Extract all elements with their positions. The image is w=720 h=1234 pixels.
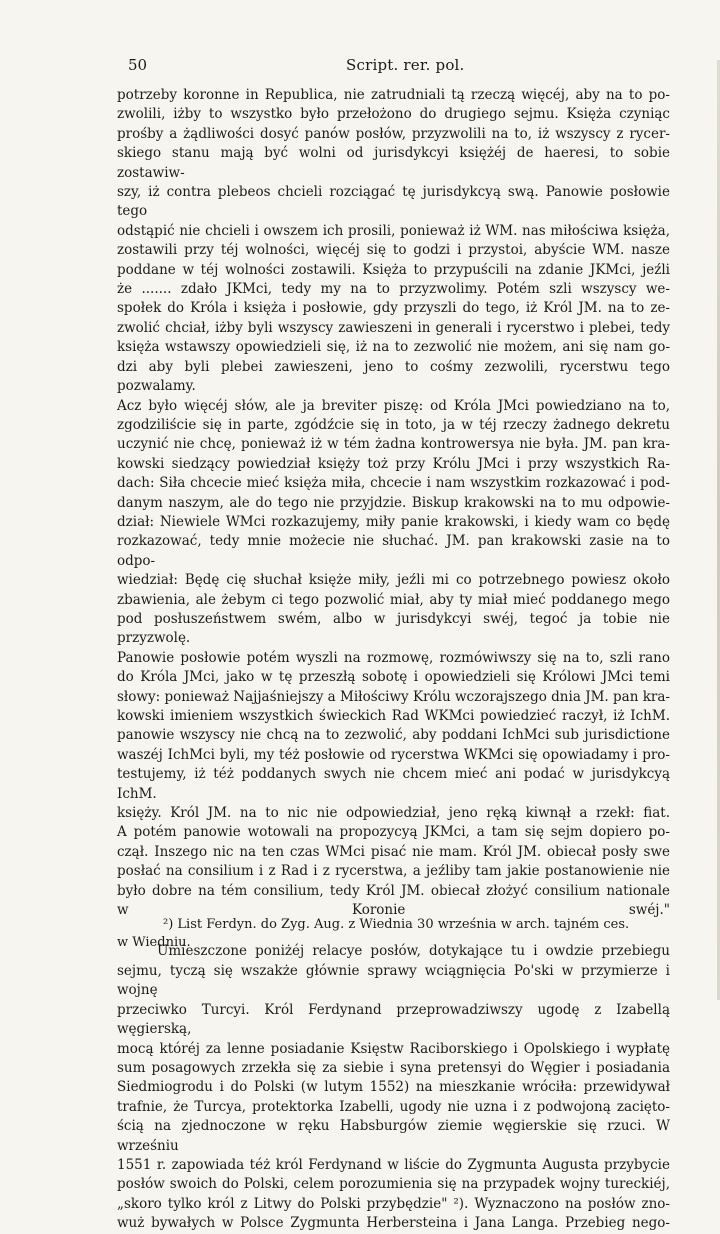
footnote: [117, 916, 670, 952]
running-head: Script. rer. pol.: [346, 56, 465, 74]
text-line: dział: Niewiele WMci rozkazujemy, miły panie krakowski, i kiedy wam co będę: [117, 513, 670, 530]
text-line: panowie wszyscy nie chcą na to zezwolić, aby poddani IchMci sub jurisdictione: [117, 727, 670, 744]
text-line: zgodziliście się in parte, zgódźcie się in toto, ja w téj rzeczy żadnego dekretu: [117, 416, 670, 433]
text-line: zbawienia, ale żebym ci tego pozwolić miał, aby ty miał mieć poddanego mego: [117, 591, 670, 608]
text-line: że ....... zdało JKMci, tedy my na to przyzwolimy. Potém szli wszyscy we-: [117, 281, 670, 298]
paragraph-quote: [117, 86, 670, 920]
text-line: sejmu, tyczą się wszakże głównie sprawy wciągnięcia Po'ski w przymierze i wojnę: [117, 962, 670, 999]
text-line: zwolili, iżby to wszystko było przełożono do drugiego sejmu. Księża czyniąc: [117, 106, 670, 123]
text-line: A potém panowie wotowali na propozycyą JKMci, a tam się sejm dopiero po-: [117, 824, 670, 841]
text-line: trafnie, że Turcya, protektorka Izabelli, ugody nie uzna i z podwojoną zacięto-: [117, 1098, 670, 1115]
text-line: prośby a żądliwości dosyć panów posłów, przyzwolili na to, iż wszyscy z rycer-: [117, 125, 670, 142]
text-line: testujemy, iż téż poddanych swych nie chcem mieć ani podać w jurisdykcyą IchM.: [117, 766, 670, 802]
text-line: dzi aby byli plebei zawieszeni, jeno to cośmy zezwolili, rycerstwu tego pozwalamy.: [117, 358, 670, 395]
text-line: księża wstawszy opowiedzieli się, iż na to zezwolić nie możem, ani się nam go-: [117, 339, 670, 356]
text-line: potrzeby koronne in Republica, nie zatrudniali tą rzeczą więcéj, aby na to po-: [117, 87, 670, 103]
text-line: przeciwko Turcyi. Król Ferdynand przeprowadziwszy ugodę z Izabellą węgierską,: [117, 1001, 670, 1038]
text-line: pod posłuszeństwem swém, albo w jurisdykcyi swéj, tegoć ja tobie nie przyzwolę.: [117, 610, 670, 647]
text-line: księży. Król JM. na to nic nie odpowiedział, jeno ręką kiwnął a rzekł: fiat.: [117, 805, 670, 822]
text-line: danym naszym, ale do tego nie przyjdzie. Biskup krakowski na to mu odpowie-: [117, 494, 670, 511]
text-line: wuż bywałych w Polsce Zygmunta Herbersteina i Jana Langa. Przebieg nego-: [117, 1215, 670, 1232]
text-line: Umieszczone poniżéj relacye posłów, dotykające tu i owdzie przebiegu: [157, 943, 670, 960]
text-line: odstąpić nie chcieli i owszem ich prosili, ponieważ iż WM. nas miłościwa księża,: [117, 222, 670, 239]
text-line: słowy: ponieważ Najjaśniejszy a Miłościwy Królu wczorajszego dnia JM. pan kra-: [117, 688, 670, 705]
text-line: kowski siedzący powiedział księży toż przy Królu JMci i przy wszystkich Ra-: [117, 455, 670, 472]
text-line: ścią na zjednoczone w ręku Habsburgów ziemie węgierskie się rzuci. W wrześniu: [117, 1118, 670, 1154]
text-line: uczynić nie chcę, ponieważ iż w tém żadna kontrowersya nie była. JM. pan kra-: [117, 436, 670, 453]
text-line: 1551 r. zapowiada téż król Ferdynand w liście do Zygmunta Augusta przybycie: [117, 1156, 670, 1173]
text-line: skiego stanu mają być wolni od jurisdykcyi księżéj de haeresi, to sobie zostawiw-: [117, 145, 670, 181]
text-line: do Króla JMci, jako w tę przeszłą sobotę i opowiedzieli się Królowi JMci temi: [117, 669, 670, 686]
footnote-line: w Wiedniu.: [117, 935, 191, 950]
text-line: rozkazować, tedy mnie możecie nie słuchać. JM. pan krakowski zasie na to odpo-: [117, 533, 670, 569]
text-line: waszéj IchMci byli, my téż posłowie od rycerstwa WKMci się opowiadamy i pro-: [117, 746, 670, 763]
text-line: szy, iż contra plebeos chcieli rozciągać tę jurisdykcyą swą. Panowie posłowie tego: [117, 184, 670, 220]
text-line: sum posagowych zrzekła się za siebie i syna pretensyi do Węgier i posiadania: [117, 1059, 670, 1076]
text-line: posłać na consilium i z Rad i z rycerstwa, a jeźliby tam jakie postanowienie nie: [117, 863, 670, 880]
text-line: „skoro tylko król z Litwy do Polski przybędzie" ²). Wyznaczono na posłów zno-: [117, 1195, 670, 1212]
text-line: zwolić chciał, iżby byli wszyscy zawieszeni in generali i rycerstwo i plebei, tedy: [117, 319, 670, 336]
main-text: [117, 86, 670, 1234]
text-line: dach: Siła chcecie mieć księża miła, chcecie i nam wszystkim rozkazować i pod-: [117, 475, 670, 492]
text-line: kowski imieniem wszystkich świeckich Rad WKMci powiedzieć raczył, iż IchM.: [117, 708, 670, 724]
text-line: społek do Króla i księża i posłowie, gdy przyszli do tego, iż Król JM. na to ze-: [117, 300, 670, 317]
text-line: Acz było więcéj słów, ale ja breviter piszę: od Króla JMci powiedziano na to,: [117, 397, 670, 414]
text-line: Siedmiogrodu i do Polski (w lutym 1552) na mieszkanie wróciła: przewidywał: [117, 1079, 670, 1096]
text-line: czął. Inszego nic na ten czas WMci pisać nie mam. Król JM. obiecał posły swe: [117, 843, 670, 860]
text-line: było dobre na tém consilium, tedy Król JM. obiecał złożyć consilium nationale: [117, 882, 670, 899]
paragraph-commentary: [117, 942, 670, 1233]
text-line: zostawili przy téj wolności, więcéj się to godzi i przystoi, abyście WM. nasze: [117, 242, 670, 259]
footnote-line: ²) List Ferdyn. do Zyg. Aug. z Wiednia 30 września w arch. tajném ces.: [163, 917, 630, 932]
text-line: wiedział: Będę cię słuchał księże miły, jeźli mi co potrzebnego powiesz około: [117, 572, 670, 589]
text-line: posłów swoich do Polski, celem porozumienia się na przypadek wojny tureckiéj,: [117, 1176, 670, 1193]
page-number: 50: [128, 56, 148, 74]
text-line: w Koronie swéj.": [117, 902, 670, 919]
text-line: Panowie posłowie potém wyszli na rozmowę, rozmówiwszy się na to, szli rano: [117, 649, 670, 666]
text-line: poddane w téj wolności zostawili. Księża to przypuścili na zdanie JKMci, jeźli: [117, 261, 670, 278]
text-line: mocą któréj za lenne posiadanie Księstw Raciborskiego i Opolskiego i wypłatę: [117, 1040, 670, 1057]
